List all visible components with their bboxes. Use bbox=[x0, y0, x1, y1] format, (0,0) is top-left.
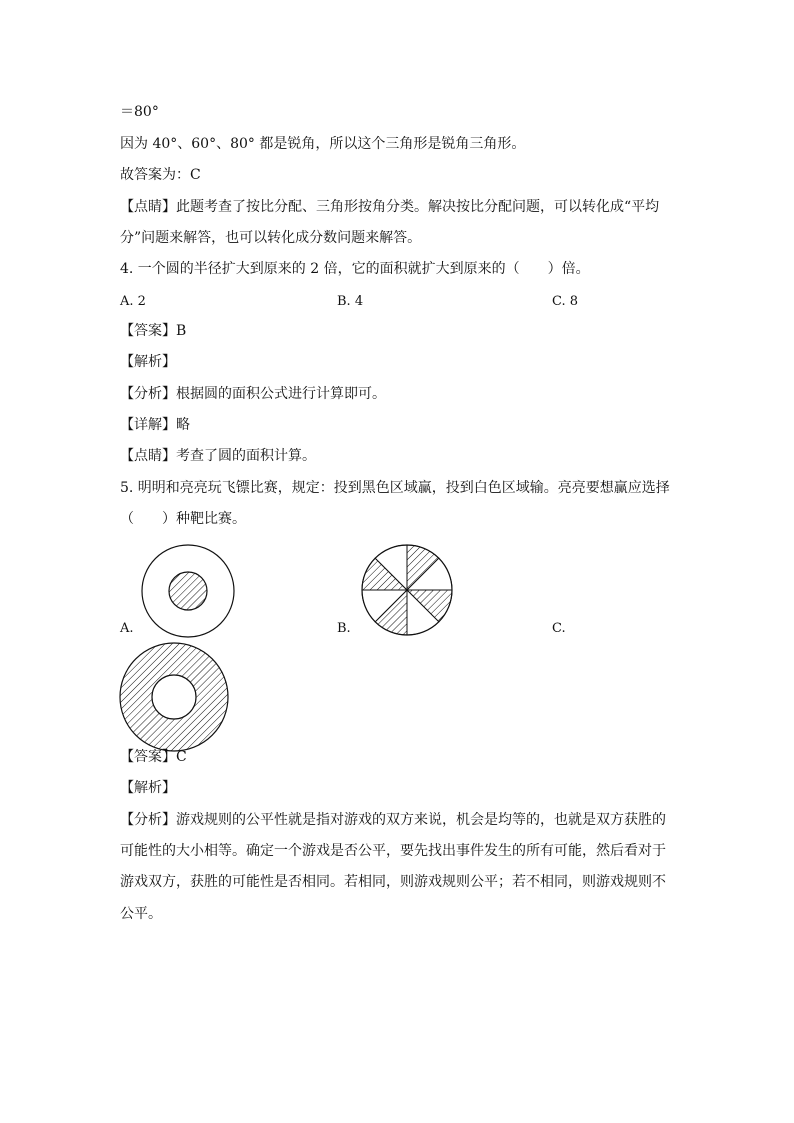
q4-option-b: B. 4 bbox=[337, 294, 364, 309]
analysis-line: 公平。 bbox=[120, 906, 162, 922]
answer-line: 【答案】C bbox=[120, 749, 187, 765]
text-line: 分”问题来解答，也可以转化成分数问题来解答。 bbox=[120, 230, 422, 246]
question-5: 5. 明明和亮亮玩飞镖比赛，规定：投到黑色区域赢，投到白色区域输。亮亮要想赢应选择 bbox=[120, 480, 670, 496]
answer-line: 【答案】B bbox=[120, 323, 187, 339]
q5-option-b: B. bbox=[337, 621, 351, 636]
analysis-line: 游戏双方，获胜的可能性是否相同。若相同，则游戏规则公平；若不相同，则游戏规则不 bbox=[120, 874, 666, 890]
text-line: 因为 40°、60°、80° 都是锐角，所以这个三角形是锐角三角形。 bbox=[120, 136, 526, 152]
detail-line: 【详解】略 bbox=[120, 417, 190, 433]
target-c-figure bbox=[118, 641, 230, 753]
q4-option-a: A. 2 bbox=[120, 294, 146, 309]
target-b-figure bbox=[360, 543, 454, 637]
analysis-line: 可能性的大小相等。确定一个游戏是否公平，要先找出事件发生的所有可能，然后看对于 bbox=[120, 843, 666, 859]
target-a-figure bbox=[140, 543, 236, 639]
analysis-heading: 【解析】 bbox=[120, 354, 176, 370]
q5-option-c: C. bbox=[552, 621, 566, 636]
comment-line: 【点睛】此题考查了按比分配、三角形按角分类。解决按比分配问题，可以转化成“平均 bbox=[120, 199, 660, 215]
comment-line: 【点睛】考查了圆的面积计算。 bbox=[120, 448, 316, 464]
analysis-line: 【分析】游戏规则的公平性就是指对游戏的双方来说，机会是均等的，也就是双方获胜的 bbox=[120, 812, 666, 828]
q5-option-a: A. bbox=[120, 621, 134, 636]
q4-option-c: C. 8 bbox=[552, 294, 579, 309]
analysis-heading: 【解析】 bbox=[120, 780, 176, 796]
question-4: 4. 一个圆的半径扩大到原来的 2 倍，它的面积就扩大到原来的（ ）倍。 bbox=[120, 261, 590, 277]
answer-line: 故答案为：C bbox=[120, 167, 201, 183]
analysis-line: 【分析】根据圆的面积公式进行计算即可。 bbox=[120, 386, 386, 402]
text-line: ＝80° bbox=[120, 104, 159, 120]
question-5-cont: （ ）种靶比赛。 bbox=[120, 511, 246, 527]
